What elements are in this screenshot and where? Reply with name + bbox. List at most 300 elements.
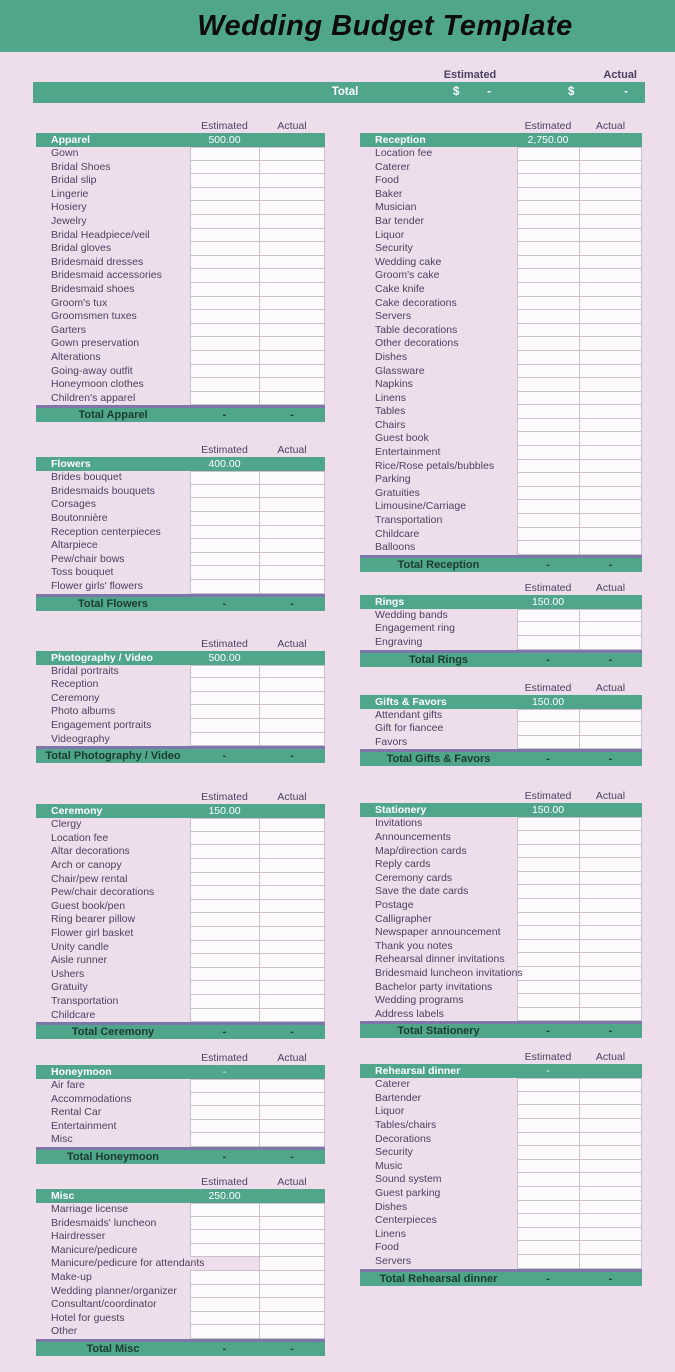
actual-cell[interactable] (259, 665, 325, 679)
actual-cell[interactable] (259, 269, 325, 283)
estimated-cell[interactable] (190, 900, 259, 914)
estimated-cell[interactable] (190, 1009, 259, 1023)
estimated-cell[interactable] (517, 283, 579, 297)
estimated-cell[interactable] (517, 622, 579, 636)
item-label: Cake decorations (375, 296, 457, 309)
estimated-cell[interactable] (190, 485, 259, 499)
estimated-cell[interactable] (190, 873, 259, 887)
estimated-cell[interactable] (190, 1217, 259, 1231)
actual-cell[interactable] (579, 845, 642, 859)
actual-cell[interactable] (259, 1230, 325, 1244)
actual-cell[interactable] (259, 485, 325, 499)
actual-cell[interactable] (579, 736, 642, 750)
actual-cell[interactable] (579, 926, 642, 940)
section-total-gifts-favors (360, 749, 642, 766)
actual-cell[interactable] (259, 913, 325, 927)
estimated-cell[interactable] (190, 580, 259, 594)
estimated-cell[interactable] (190, 269, 259, 283)
actual-cell[interactable] (579, 636, 642, 650)
estimated-cell[interactable] (517, 419, 579, 433)
actual-cell[interactable] (259, 1244, 325, 1258)
estimated-cell[interactable] (190, 818, 259, 832)
estimated-cell[interactable] (190, 392, 259, 406)
actual-cell[interactable] (259, 365, 325, 379)
estimated-column-header: Estimated (524, 1051, 572, 1064)
estimated-cell[interactable] (517, 940, 579, 954)
estimated-cell[interactable] (190, 1079, 259, 1093)
section-total-reception (360, 555, 642, 572)
estimated-cell[interactable] (517, 1105, 579, 1119)
actual-cell[interactable] (579, 514, 642, 528)
section-stationery (360, 790, 642, 1038)
estimated-cell[interactable] (517, 528, 579, 542)
estimated-cell[interactable] (190, 1106, 259, 1120)
item-label: Groomsmen tuxes (51, 310, 137, 323)
estimated-cell[interactable] (190, 566, 259, 580)
estimated-cell[interactable] (517, 845, 579, 859)
actual-cell[interactable] (259, 526, 325, 540)
estimated-cell[interactable] (190, 188, 259, 202)
estimated-cell[interactable] (190, 283, 259, 297)
item-row (36, 256, 325, 270)
actual-cell[interactable] (259, 719, 325, 733)
estimated-cell[interactable] (190, 161, 259, 175)
item-label: Bridesmaid shoes (51, 282, 135, 295)
estimated-cell[interactable] (517, 609, 579, 623)
estimated-cell[interactable] (190, 1298, 259, 1312)
actual-cell[interactable] (259, 1257, 325, 1271)
actual-cell[interactable] (259, 954, 325, 968)
estimated-cell[interactable] (190, 512, 259, 526)
actual-cell[interactable] (259, 981, 325, 995)
estimated-cell[interactable] (190, 201, 259, 215)
estimated-cell[interactable] (190, 678, 259, 692)
estimated-cell[interactable] (190, 1203, 259, 1217)
estimated-cell[interactable] (517, 541, 579, 555)
estimated-cell[interactable] (517, 722, 579, 736)
actual-cell[interactable] (259, 678, 325, 692)
actual-cell[interactable] (579, 1008, 642, 1022)
actual-cell[interactable] (259, 351, 325, 365)
actual-cell[interactable] (259, 174, 325, 188)
estimated-cell[interactable] (190, 941, 259, 955)
actual-cell[interactable] (259, 539, 325, 553)
actual-cell[interactable] (259, 859, 325, 873)
actual-cell[interactable] (259, 215, 325, 229)
estimated-cell[interactable] (517, 297, 579, 311)
actual-cell[interactable] (259, 1120, 325, 1134)
estimated-cell[interactable] (517, 269, 579, 283)
actual-cell[interactable] (579, 500, 642, 514)
actual-cell[interactable] (579, 1187, 642, 1201)
actual-column-header: Actual (595, 581, 626, 594)
actual-cell[interactable] (259, 297, 325, 311)
section-header-rings (360, 595, 642, 609)
actual-cell[interactable] (259, 324, 325, 338)
estimated-cell[interactable] (517, 337, 579, 351)
actual-cell[interactable] (579, 609, 642, 623)
actual-cell[interactable] (579, 378, 642, 392)
estimated-cell[interactable] (190, 365, 259, 379)
actual-cell[interactable] (579, 297, 642, 311)
section-rehearsal-dinner (360, 1051, 642, 1285)
actual-cell[interactable] (579, 622, 642, 636)
actual-cell[interactable] (259, 161, 325, 175)
estimated-cell[interactable] (517, 500, 579, 514)
actual-cell[interactable] (259, 1093, 325, 1107)
item-row (360, 405, 642, 419)
total-estimated-value: - (222, 1026, 227, 1039)
section-name: Rings (375, 595, 405, 608)
actual-cell[interactable] (579, 1105, 642, 1119)
estimated-cell[interactable] (190, 215, 259, 229)
estimated-cell[interactable] (517, 858, 579, 872)
actual-cell[interactable] (259, 1312, 325, 1326)
estimated-cell[interactable] (190, 1271, 259, 1285)
estimated-cell[interactable] (190, 1312, 259, 1326)
actual-cell[interactable] (579, 337, 642, 351)
total-actual-value: - (608, 1272, 613, 1285)
estimated-cell[interactable] (190, 229, 259, 243)
item-row (360, 419, 642, 433)
estimated-cell[interactable] (190, 927, 259, 941)
estimated-cell[interactable] (190, 995, 259, 1009)
actual-cell[interactable] (579, 446, 642, 460)
estimated-cell[interactable] (517, 432, 579, 446)
estimated-cell[interactable] (517, 201, 579, 215)
item-label: Ceremony cards (375, 871, 453, 884)
estimated-cell[interactable] (517, 256, 579, 270)
estimated-cell[interactable] (517, 899, 579, 913)
item-row (36, 174, 325, 188)
actual-cell[interactable] (259, 1079, 325, 1093)
estimated-cell[interactable] (517, 487, 579, 501)
estimated-cell[interactable] (190, 147, 259, 161)
actual-cell[interactable] (259, 968, 325, 982)
estimated-cell[interactable] (190, 351, 259, 365)
estimated-cell[interactable] (517, 324, 579, 338)
estimated-cell[interactable] (517, 1214, 579, 1228)
actual-cell[interactable] (579, 1092, 642, 1106)
actual-cell[interactable] (579, 541, 642, 555)
estimated-cell[interactable] (190, 324, 259, 338)
section-misc (36, 1176, 325, 1356)
estimated-cell[interactable] (190, 553, 259, 567)
item-label: Bridesmaid luncheon invitations (375, 966, 523, 979)
actual-cell[interactable] (579, 229, 642, 243)
estimated-cell[interactable] (190, 719, 259, 733)
item-label: Engraving (375, 636, 423, 648)
estimated-cell[interactable] (517, 1173, 579, 1187)
actual-cell[interactable] (259, 832, 325, 846)
item-label: Bridal Shoes (51, 160, 111, 173)
actual-cell[interactable] (259, 283, 325, 297)
section-items (360, 609, 642, 650)
actual-column-header: Actual (277, 791, 307, 804)
actual-cell[interactable] (259, 498, 325, 512)
estimated-cell[interactable] (190, 886, 259, 900)
item-label: Security (375, 1146, 413, 1159)
estimated-cell[interactable] (517, 967, 579, 981)
item-label: Decorations (375, 1132, 432, 1145)
estimated-cell[interactable] (517, 872, 579, 886)
actual-cell[interactable] (579, 1119, 642, 1133)
actual-cell[interactable] (579, 215, 642, 229)
actual-cell[interactable] (259, 886, 325, 900)
actual-cell[interactable] (579, 351, 642, 365)
actual-cell[interactable] (259, 256, 325, 270)
actual-cell[interactable] (579, 283, 642, 297)
actual-cell[interactable] (579, 858, 642, 872)
actual-cell[interactable] (579, 432, 642, 446)
actual-cell[interactable] (579, 256, 642, 270)
actual-cell[interactable] (579, 722, 642, 736)
actual-cell[interactable] (259, 1009, 325, 1023)
estimated-cell[interactable] (517, 831, 579, 845)
actual-cell[interactable] (259, 705, 325, 719)
actual-cell[interactable] (579, 147, 642, 161)
section-items (36, 471, 325, 593)
actual-cell[interactable] (579, 1133, 642, 1147)
actual-cell[interactable] (579, 967, 642, 981)
actual-cell[interactable] (579, 831, 642, 845)
estimated-cell[interactable] (517, 1160, 579, 1174)
estimated-cell[interactable] (517, 446, 579, 460)
estimated-cell[interactable] (517, 1119, 579, 1133)
item-row (360, 872, 642, 886)
actual-cell[interactable] (579, 528, 642, 542)
estimated-cell[interactable] (517, 460, 579, 474)
estimated-cell[interactable] (190, 242, 259, 256)
item-row (36, 954, 325, 968)
estimated-cell[interactable] (190, 1120, 259, 1134)
estimated-cell[interactable] (190, 471, 259, 485)
actual-cell[interactable] (579, 365, 642, 379)
actual-cell[interactable] (579, 994, 642, 1008)
estimated-cell[interactable] (517, 405, 579, 419)
actual-cell[interactable] (259, 941, 325, 955)
estimated-cell[interactable] (517, 1133, 579, 1147)
actual-cell[interactable] (579, 1146, 642, 1160)
estimated-cell[interactable] (190, 1285, 259, 1299)
actual-cell[interactable] (259, 733, 325, 747)
estimated-cell[interactable] (517, 1187, 579, 1201)
actual-cell[interactable] (259, 995, 325, 1009)
estimated-cell[interactable] (190, 832, 259, 846)
actual-cell[interactable] (579, 1241, 642, 1255)
estimated-cell[interactable] (517, 736, 579, 750)
actual-cell[interactable] (259, 337, 325, 351)
estimated-cell[interactable] (517, 161, 579, 175)
estimated-cell[interactable] (517, 188, 579, 202)
actual-cell[interactable] (579, 940, 642, 954)
estimated-cell[interactable] (190, 705, 259, 719)
estimated-cell[interactable] (517, 926, 579, 940)
actual-cell[interactable] (259, 471, 325, 485)
estimated-cell[interactable] (517, 392, 579, 406)
estimated-cell[interactable] (517, 1228, 579, 1242)
actual-cell[interactable] (579, 161, 642, 175)
actual-cell[interactable] (579, 1173, 642, 1187)
actual-cell[interactable] (259, 1133, 325, 1147)
item-label: Hotel for guests (51, 1311, 125, 1324)
item-row (360, 229, 642, 243)
estimated-cell[interactable] (517, 242, 579, 256)
estimated-cell[interactable] (517, 215, 579, 229)
actual-cell[interactable] (579, 709, 642, 723)
estimated-cell[interactable] (190, 1230, 259, 1244)
actual-cell[interactable] (259, 845, 325, 859)
actual-cell[interactable] (579, 1255, 642, 1269)
actual-cell[interactable] (259, 818, 325, 832)
estimated-cell[interactable] (190, 981, 259, 995)
estimated-cell[interactable] (517, 636, 579, 650)
actual-cell[interactable] (579, 913, 642, 927)
estimated-cell[interactable] (517, 1146, 579, 1160)
item-row (36, 692, 325, 706)
actual-cell[interactable] (259, 1285, 325, 1299)
estimated-cell[interactable] (517, 709, 579, 723)
actual-cell[interactable] (259, 873, 325, 887)
actual-cell[interactable] (579, 473, 642, 487)
estimated-cell[interactable] (190, 337, 259, 351)
estimated-cell[interactable] (517, 981, 579, 995)
actual-cell[interactable] (579, 324, 642, 338)
estimated-cell[interactable] (190, 733, 259, 747)
estimated-cell[interactable] (517, 174, 579, 188)
estimated-cell[interactable] (190, 297, 259, 311)
actual-cell[interactable] (259, 512, 325, 526)
actual-cell[interactable] (579, 405, 642, 419)
actual-cell[interactable] (579, 174, 642, 188)
actual-cell[interactable] (259, 378, 325, 392)
estimated-cell[interactable] (517, 365, 579, 379)
estimated-cell[interactable] (190, 1325, 259, 1339)
actual-cell[interactable] (259, 927, 325, 941)
actual-cell[interactable] (259, 242, 325, 256)
estimated-cell[interactable] (517, 1078, 579, 1092)
total-estimated-value: - (546, 1025, 550, 1038)
estimated-cell[interactable] (517, 310, 579, 324)
actual-cell[interactable] (579, 269, 642, 283)
estimated-cell[interactable] (190, 859, 259, 873)
estimated-cell[interactable] (190, 692, 259, 706)
estimated-cell[interactable] (190, 1093, 259, 1107)
actual-cell[interactable] (579, 872, 642, 886)
actual-cell[interactable] (579, 953, 642, 967)
actual-cell[interactable] (579, 1160, 642, 1174)
estimated-cell[interactable] (190, 665, 259, 679)
estimated-cell[interactable] (517, 1255, 579, 1269)
estimated-cell[interactable] (517, 514, 579, 528)
actual-cell[interactable] (579, 487, 642, 501)
actual-cell[interactable] (259, 580, 325, 594)
section-total-apparel (36, 405, 325, 422)
estimated-cell[interactable] (190, 968, 259, 982)
estimated-cell[interactable] (190, 310, 259, 324)
actual-cell[interactable] (259, 1298, 325, 1312)
estimated-cell[interactable] (517, 953, 579, 967)
estimated-cell[interactable] (190, 256, 259, 270)
section-name: Rehearsal dinner (375, 1065, 461, 1078)
estimated-cell[interactable] (190, 539, 259, 553)
actual-cell[interactable] (259, 201, 325, 215)
actual-cell[interactable] (579, 899, 642, 913)
actual-cell[interactable] (259, 1217, 325, 1231)
estimated-cell[interactable] (517, 229, 579, 243)
estimated-cell[interactable] (517, 351, 579, 365)
actual-cell[interactable] (259, 1271, 325, 1285)
actual-cell[interactable] (579, 1201, 642, 1215)
estimated-cell[interactable] (517, 147, 579, 161)
total-label: Total Ceremony (71, 1026, 155, 1039)
estimated-cell[interactable] (517, 885, 579, 899)
estimated-cell[interactable] (517, 994, 579, 1008)
estimated-cell[interactable] (190, 174, 259, 188)
actual-cell[interactable] (259, 1203, 325, 1217)
actual-cell[interactable] (579, 310, 642, 324)
item-label: Manicure/pedicure (51, 1243, 138, 1256)
actual-cell[interactable] (579, 1214, 642, 1228)
estimated-cell[interactable] (190, 913, 259, 927)
actual-cell[interactable] (579, 419, 642, 433)
actual-cell[interactable] (579, 188, 642, 202)
actual-cell[interactable] (579, 460, 642, 474)
actual-cell[interactable] (259, 566, 325, 580)
estimated-cell[interactable] (190, 1133, 259, 1147)
item-row (360, 201, 642, 215)
estimated-cell[interactable] (517, 1241, 579, 1255)
actual-cell[interactable] (579, 242, 642, 256)
total-actual-value: - (290, 597, 294, 610)
actual-cell[interactable] (579, 201, 642, 215)
estimated-cell[interactable] (517, 1201, 579, 1215)
actual-cell[interactable] (259, 147, 325, 161)
actual-cell[interactable] (579, 1228, 642, 1242)
estimated-cell[interactable] (517, 1092, 579, 1106)
actual-cell[interactable] (579, 392, 642, 406)
actual-cell[interactable] (259, 553, 325, 567)
estimated-cell[interactable] (517, 817, 579, 831)
actual-cell[interactable] (579, 1078, 642, 1092)
estimated-cell[interactable] (190, 498, 259, 512)
estimated-cell[interactable] (190, 378, 259, 392)
actual-cell[interactable] (259, 1106, 325, 1120)
actual-cell[interactable] (259, 1325, 325, 1339)
estimated-cell[interactable] (517, 913, 579, 927)
item-label: Servers (375, 1255, 412, 1267)
actual-cell[interactable] (579, 981, 642, 995)
actual-cell[interactable] (579, 817, 642, 831)
actual-cell[interactable] (259, 229, 325, 243)
actual-cell[interactable] (259, 692, 325, 706)
estimated-cell[interactable] (190, 954, 259, 968)
actual-cell[interactable] (259, 310, 325, 324)
estimated-cell[interactable] (517, 378, 579, 392)
estimated-cell[interactable] (517, 1008, 579, 1022)
actual-cell[interactable] (259, 188, 325, 202)
actual-cell[interactable] (259, 900, 325, 914)
actual-cell[interactable] (259, 392, 325, 406)
actual-cell[interactable] (579, 885, 642, 899)
section-honeymoon (36, 1052, 325, 1164)
estimated-cell[interactable] (190, 845, 259, 859)
estimated-cell[interactable] (190, 1244, 259, 1258)
estimated-cell[interactable] (517, 473, 579, 487)
estimated-cell[interactable] (190, 526, 259, 540)
item-label: Guest book (375, 432, 429, 445)
item-row (36, 941, 325, 955)
